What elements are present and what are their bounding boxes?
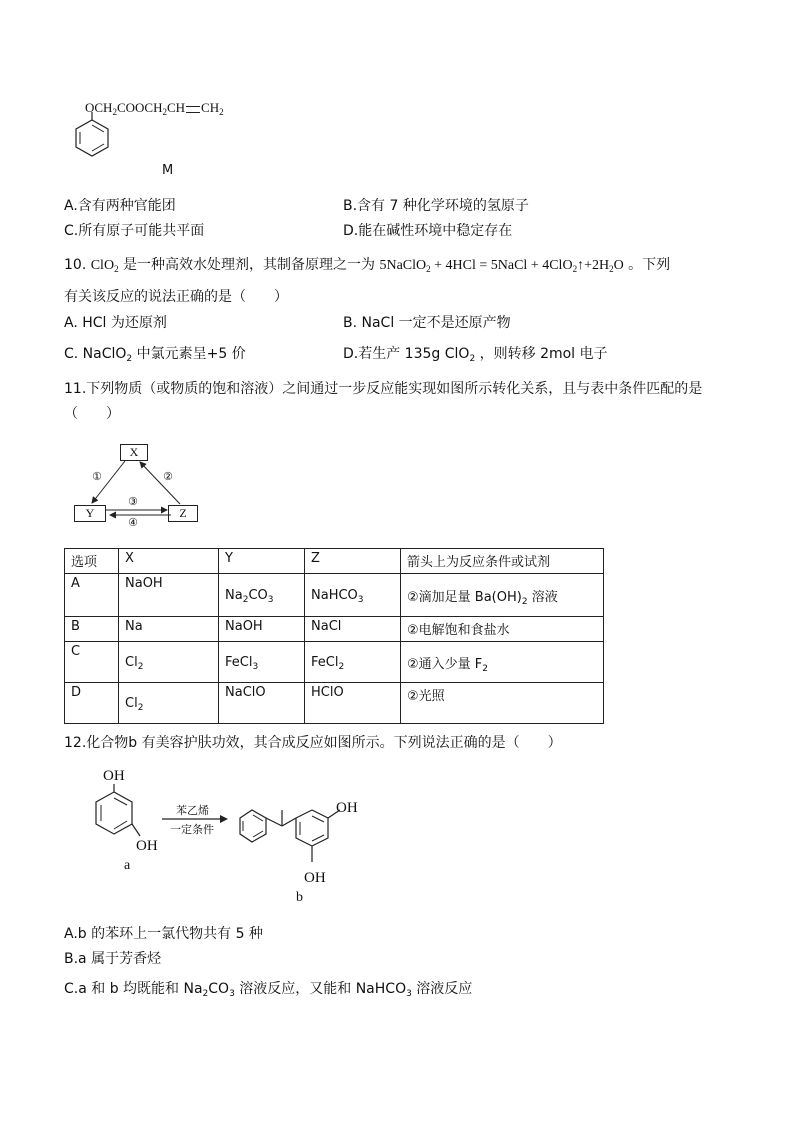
formula-sub: 3 bbox=[229, 989, 235, 999]
formula-part: ②通入少量 F bbox=[407, 656, 483, 672]
table-cell: B bbox=[65, 617, 119, 642]
table-cell: Na bbox=[119, 617, 219, 642]
formula-sub: 2 bbox=[482, 663, 488, 674]
q10-option-a: A. HCl 为还原剂 bbox=[64, 315, 167, 331]
table-header: Z bbox=[305, 549, 401, 574]
formula-part: Na bbox=[225, 587, 243, 603]
table-header: Y bbox=[219, 549, 305, 574]
formula-sub: 2 bbox=[469, 354, 476, 364]
q11-stem: 11.下列物质（或物质的饱和溶液）之间通过一步反应能实现如图所示转化关系，且与表中条件匹配的是 bbox=[64, 381, 703, 397]
node-z: Z bbox=[168, 505, 198, 522]
table-header: X bbox=[119, 549, 219, 574]
q10-option-d bbox=[343, 343, 608, 363]
formula-part: Cl bbox=[125, 654, 138, 670]
formula-part: FeCl bbox=[311, 654, 339, 670]
arrow-label-3: ③ bbox=[128, 495, 138, 508]
m-formula-part: CH bbox=[166, 100, 186, 115]
formula-part: 5NaClO bbox=[379, 258, 427, 273]
formula-part: O bbox=[613, 258, 624, 273]
m-formula-sub: 2 bbox=[162, 107, 167, 117]
benzene-ring-m bbox=[72, 112, 112, 162]
q10-number: 10. bbox=[64, 257, 91, 273]
formula-sub: 2 bbox=[572, 264, 578, 274]
q11-stem-line2: （ ） bbox=[64, 406, 120, 422]
formula-sub: 2 bbox=[426, 264, 431, 274]
m-label: M bbox=[162, 163, 174, 178]
formula-part: (OH) bbox=[491, 589, 522, 605]
table-cell bbox=[305, 574, 401, 617]
q12-option-b: B.a 属于芳香烃 bbox=[64, 951, 162, 967]
m-formula-part: OCH bbox=[85, 100, 113, 115]
formula-part: CO bbox=[248, 587, 268, 603]
compound-a-ring bbox=[84, 784, 144, 848]
m-formula-part: COOCH bbox=[116, 100, 163, 115]
table-row bbox=[65, 683, 604, 724]
compound-a-oh-top: OH bbox=[103, 768, 125, 784]
q10-stem-text: 是一种高效水处理剂，其制备原理之一为 bbox=[118, 257, 380, 273]
q10-stem-end: 。下列 bbox=[623, 257, 671, 273]
q9-option-c: C.所有原子可能共平面 bbox=[64, 223, 205, 239]
table-header-row bbox=[65, 549, 604, 574]
node-y: Y bbox=[74, 505, 106, 522]
arrow-label-1: ① bbox=[92, 470, 102, 483]
q11-cycle-diagram bbox=[70, 440, 200, 529]
formula-part: 溶液 bbox=[527, 589, 558, 605]
table-cell bbox=[305, 642, 401, 683]
table-cell: ②电解饱和食盐水 bbox=[401, 617, 604, 642]
formula-sub: 3 bbox=[357, 594, 364, 605]
table-cell bbox=[119, 683, 219, 724]
gas-arrow-icon: ↑ bbox=[577, 258, 585, 273]
compound-b-label: b bbox=[296, 890, 303, 905]
formula-part: 溶液反应，又能和 NaHCO bbox=[234, 981, 407, 997]
reagent-top: 苯乙烯 bbox=[176, 804, 209, 817]
formula-sub: 3 bbox=[406, 989, 412, 999]
q12-option-a: A.b 的苯环上一氯代物共有 5 种 bbox=[64, 926, 263, 942]
double-bond-icon bbox=[186, 106, 200, 113]
formula-sub: 2 bbox=[137, 702, 144, 713]
compound-b-structure bbox=[232, 796, 352, 878]
m-formula-part: CH bbox=[201, 100, 220, 115]
formula-part: +2H bbox=[584, 258, 610, 273]
formula-sub: 2 bbox=[338, 661, 345, 672]
formula-part: 溶液反应 bbox=[411, 981, 473, 997]
table-row bbox=[65, 574, 604, 617]
node-x: X bbox=[120, 444, 148, 461]
formula-part: + 4HCl = 5NaCl + 4ClO bbox=[430, 258, 573, 273]
q12-stem: 12.化合物b 有美容护肤功效，其合成反应如图所示。下列说法正确的是（ ） bbox=[64, 735, 562, 751]
q9-option-d: D.能在碱性环境中稳定存在 bbox=[343, 223, 513, 239]
formula-part: D.若生产 135g ClO bbox=[343, 346, 470, 362]
q9-option-a: A.含有两种官能团 bbox=[64, 198, 176, 214]
clo2-formula bbox=[91, 258, 119, 273]
formula-part: 中氯元素呈+5 价 bbox=[132, 346, 246, 362]
m-formula bbox=[85, 100, 224, 116]
formula-part: Cl bbox=[125, 695, 138, 711]
formula-sub: 2 bbox=[609, 264, 614, 274]
table-cell: C bbox=[65, 642, 119, 683]
formula-sub: 2 bbox=[202, 989, 209, 999]
table-header: 箭头上为反应条件或试剂 bbox=[401, 549, 604, 574]
table-cell: NaOH bbox=[119, 574, 219, 617]
table-cell: HClO bbox=[305, 683, 401, 724]
q10-equation bbox=[379, 258, 623, 273]
q10-stem-line2: 有关该反应的说法正确的是（ ） bbox=[64, 289, 288, 305]
q9-option-b: B.含有 7 种化学环境的氢原子 bbox=[343, 198, 529, 214]
reagent-bottom: 一定条件 bbox=[170, 823, 214, 836]
table-cell: NaOH bbox=[219, 617, 305, 642]
formula-part: NaHCO bbox=[311, 587, 358, 603]
q10-option-b: B. NaCl 一定不是还原产物 bbox=[343, 315, 511, 331]
table-cell bbox=[119, 642, 219, 683]
formula-sub: 3 bbox=[252, 661, 259, 672]
table-cell bbox=[401, 642, 604, 683]
q12-option-c bbox=[64, 978, 472, 998]
table-cell bbox=[219, 642, 305, 683]
formula-sub: 2 bbox=[137, 661, 144, 672]
compound-a-label: a bbox=[124, 858, 131, 873]
table-cell: ②光照 bbox=[401, 683, 604, 724]
table-cell: A bbox=[65, 574, 119, 617]
compound-b-oh-bottom: OH bbox=[304, 870, 326, 886]
table-cell: NaClO bbox=[219, 683, 305, 724]
arrow-label-2: ② bbox=[163, 470, 173, 483]
table-cell: D bbox=[65, 683, 119, 724]
formula-part: C. NaClO bbox=[64, 346, 127, 362]
table-cell bbox=[401, 574, 604, 617]
formula-part: FeCl bbox=[225, 654, 253, 670]
arrow-label-4: ④ bbox=[128, 516, 138, 529]
compound-b-oh-top: OH bbox=[336, 800, 358, 816]
q10-option-c bbox=[64, 343, 246, 363]
formula-part: CO bbox=[208, 981, 230, 997]
formula-part: ClO bbox=[90, 258, 115, 273]
formula-sub: 3 bbox=[267, 594, 274, 605]
formula-part: C.a 和 b 均既能和 Na bbox=[64, 981, 203, 997]
table-row bbox=[65, 617, 604, 642]
formula-sub: 2 bbox=[242, 594, 249, 605]
table-row bbox=[65, 642, 604, 683]
compound-a-oh-bottom: OH bbox=[136, 838, 158, 854]
formula-part: ，则转移 2mol 电子 bbox=[475, 346, 608, 362]
m-formula-sub: 2 bbox=[112, 107, 117, 117]
table-header: 选项 bbox=[65, 549, 119, 574]
q10-stem bbox=[64, 254, 670, 274]
m-formula-sub: 2 bbox=[219, 107, 224, 117]
formula-sub: 2 bbox=[114, 264, 119, 274]
table-cell: NaCl bbox=[305, 617, 401, 642]
formula-sub: 2 bbox=[126, 354, 133, 364]
formula-part: ②滴加足量 Ba bbox=[407, 589, 492, 605]
formula-sub: 2 bbox=[521, 596, 528, 607]
table-cell bbox=[219, 574, 305, 617]
q11-table bbox=[64, 548, 604, 724]
